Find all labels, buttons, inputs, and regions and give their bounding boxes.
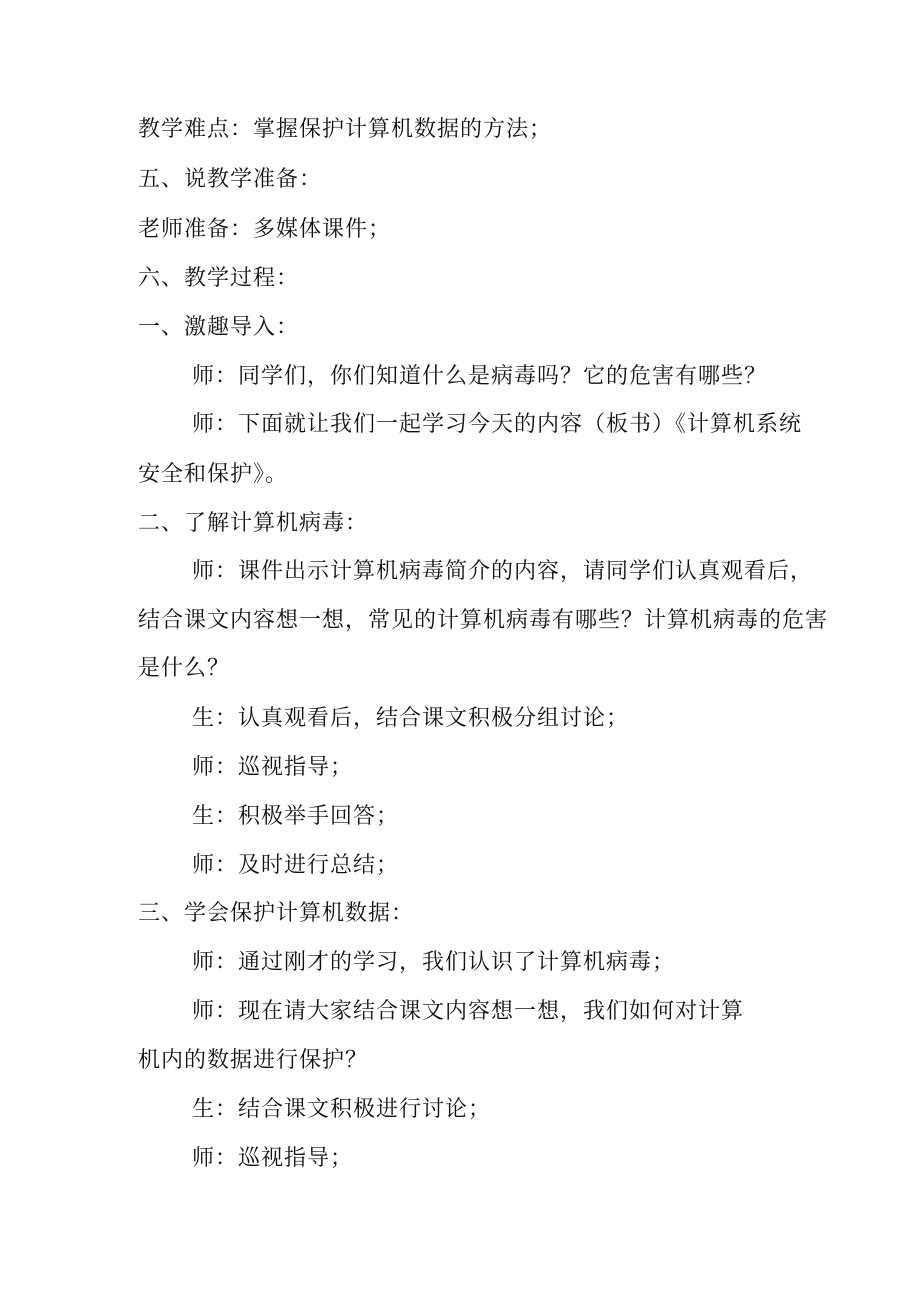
text-line-teacher-prompt: 师：现在请大家结合课文内容想一想，我们如何对计算 [192, 999, 745, 1024]
text-line-teaching-difficulty: 教学难点：掌握保护计算机数据的方法； [138, 117, 553, 142]
text-line-teacher-intro-cont: 安全和保护》。 [138, 462, 289, 487]
text-line-teacher-intro: 师：下面就让我们一起学习今天的内容（板书）《计算机系统 [192, 412, 803, 437]
text-line-teacher-prompt-cont: 机内的数据进行保护？ [138, 1048, 369, 1073]
text-line-student-discuss: 生：认真观看后，结合课文积极分组讨论； [192, 706, 630, 731]
heading-protect-data: 三、学会保护计算机数据： [138, 901, 415, 926]
text-line-teacher-review: 师：通过刚才的学习，我们认识了计算机病毒； [192, 950, 676, 975]
heading-understand-virus: 二、了解计算机病毒： [138, 511, 369, 536]
heading-teaching-process: 六、教学过程： [138, 266, 300, 291]
text-line-courseware: 师：课件出示计算机病毒简介的内容，请同学们认真观看后， [192, 559, 814, 584]
text-line-student-discuss-2: 生：结合课文积极进行讨论； [192, 1097, 492, 1122]
text-line-student-answer: 生：积极举手回答； [192, 804, 400, 829]
text-line-teacher-summary: 师：及时进行总结； [192, 853, 400, 878]
text-line-teacher-guide-2: 师：巡视指导； [192, 1146, 354, 1171]
text-line-teacher-question: 师：同学们，你们知道什么是病毒吗？它的危害有哪些？ [192, 364, 768, 389]
text-line-teacher-guide: 师：巡视指导； [192, 755, 354, 780]
text-line-teacher-preparation: 老师准备：多媒体课件； [138, 217, 392, 242]
heading-teaching-preparation: 五、说教学准备： [138, 167, 323, 192]
heading-introduction: 一、激趣导入： [138, 315, 300, 340]
text-line-courseware-end: 是什么？ [138, 656, 231, 681]
text-line-courseware-cont: 结合课文内容想一想，常见的计算机病毒有哪些？计算机病毒的危害 [138, 608, 829, 633]
